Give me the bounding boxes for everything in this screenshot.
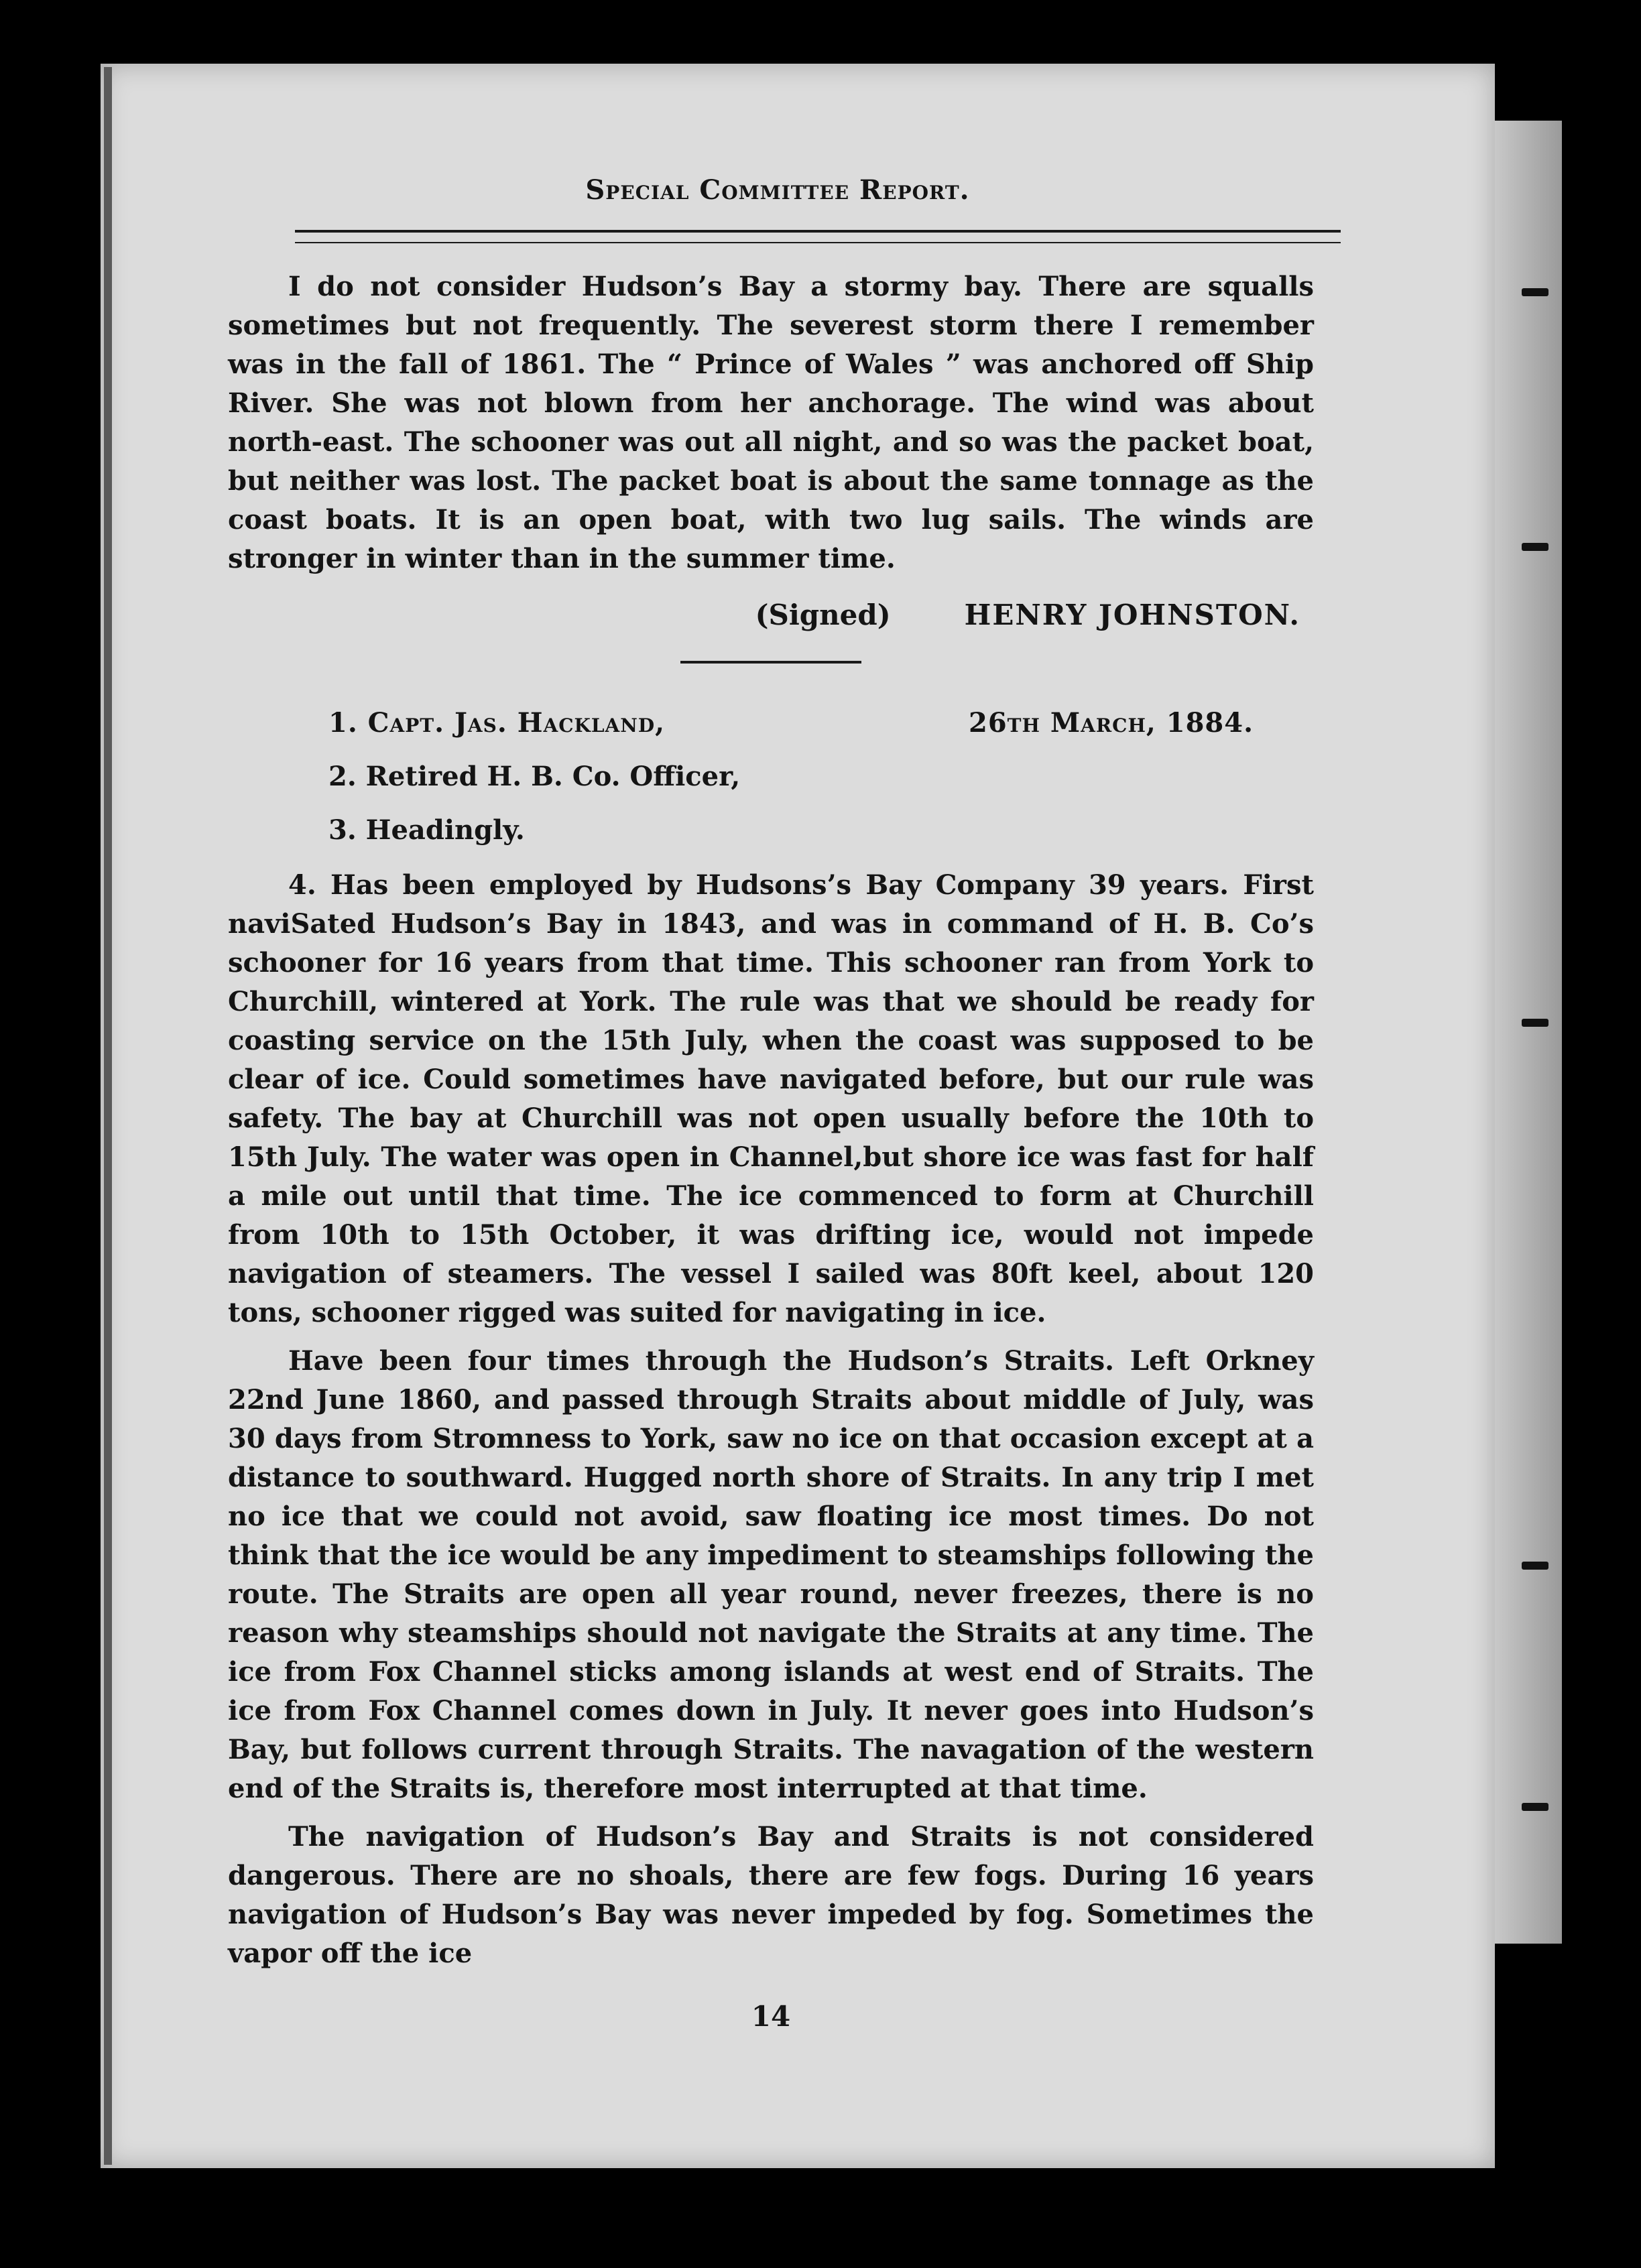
paragraph-experience: 4. Has been employed by Hudsons’s Bay Company 39 years. First naviSated Hudson’s Bay in 1843, and was in command of H. B. Co’s schooner for 16 years from that time. This schooner ran from York to Churchill, wintered at York. The rule was that we should be ready for coasting service on the 15th July, when the coast was supposed to be clear of ice. Could sometimes have navigated before, but our rule was safety. The bay at Churchill was not open usually before the 10th to 15th July. The water was open in Channel,but shore ice was fast for half a mile out until that time. The ice commenced to form at Churchill from 10th to 15th October, it was drifting ice, would not impede navigation of steamers. The vessel I sailed was 80ft keel, about 120 tons, schooner rigged was suited for navigating in ice.	[228, 869, 1314, 1328]
witness-name-row	[328, 704, 1314, 743]
section-divider	[680, 661, 861, 664]
page-margin-line	[104, 67, 112, 2165]
running-head: Special Committee Report.	[585, 174, 970, 206]
signatory-name: HENRY JOHNSTON.	[964, 598, 1300, 631]
binding-stitch	[1522, 288, 1548, 296]
paragraph-straits: Have been four times through the Hudson’s Straits. Left Orkney 22nd June 1860, and passed through Straits about middle of July, was 30 days from Stromness to York, saw no ice on that occasion except at a distance to southward. Hugged north shore of Straits. In any trip I met no ice that we could not avoid, saw floating ice most times. Do not think that the ice would be any impediment to steamships following the route. The Straits are open all year round, never freezes, there is no reason why steamships should not navigate the Straits at any time. The ice from Fox Channel sticks among islands at west end of Straits. The ice from Fox Channel comes down in July. It never goes into Hudson’s Bay, but follows current through Straits. The navagation of the western end of the Straits is, therefore most interrupted at that time.	[228, 1345, 1314, 1804]
witness-occupation: 2. Retired H. B. Co. Officer,	[328, 761, 741, 792]
header-rule	[295, 230, 1341, 243]
page-content	[228, 174, 1314, 2033]
binding-stitch	[1522, 1019, 1548, 1027]
testimony-date: 26th March, 1884.	[969, 707, 1254, 739]
page-number: 14	[751, 2000, 791, 2033]
witness-name: 1. Capt. Jas. Hackland,	[328, 707, 666, 739]
paragraph-navigation: The navigation of Hudson’s Bay and Straits is not considered dangerous. There are no shoals, there are few fogs. During 16 years navigation of Hudson’s Bay was never impeded by fog. Sometimes the vapor off the ice	[228, 1821, 1314, 1969]
binding-stitch	[1522, 543, 1548, 551]
paragraph-storms: I do not consider Hudson’s Bay a stormy bay. There are squalls sometimes but not frequently. The severest storm there I remember was in the fall of 1861. The “ Prince of Wales ” was anchored off Ship River. She was not blown from her anchorage. The wind was about north-east. The schooner was out all night, and so was the packet boat, but neither was lost. The packet boat is about the same tonnage as the coast boats. It is an open boat, with two lug sails. The winds are stronger in winter than in the summer time.	[228, 271, 1314, 574]
witness-residence: 3. Headingly.	[328, 814, 525, 846]
binding-edge	[1495, 121, 1562, 1944]
signed-label: (Signed)	[755, 598, 891, 631]
binding-stitch	[1522, 1803, 1548, 1811]
signature-line	[228, 598, 1314, 631]
binding-stitch	[1522, 1562, 1548, 1570]
